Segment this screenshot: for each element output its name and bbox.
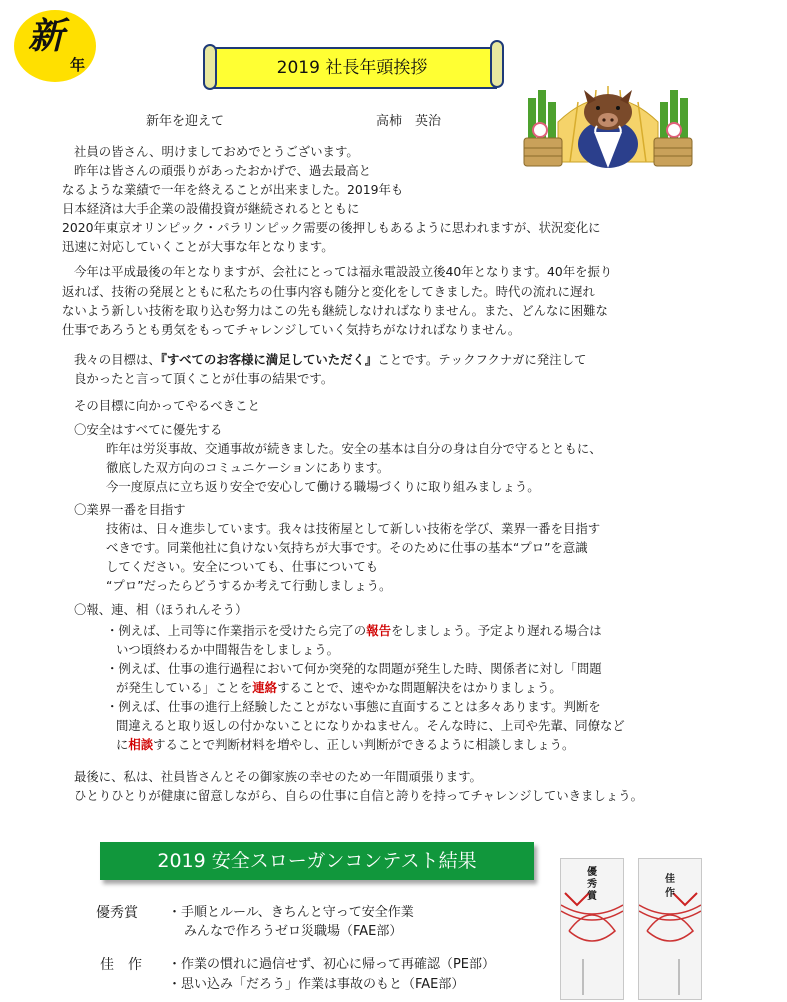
section-industry-heading: 〇業界一番を目指す — [74, 502, 186, 517]
body-line-10: 仕事であろうとも勇気をもってチャレンジしていく気持ちがなければなりません。 — [62, 322, 521, 337]
award-2-slogan-line-1: ・作業の慣れに過信せず、初心に帰って再確認（PE部） — [168, 957, 496, 972]
author-name: 高柿 英治 — [376, 114, 442, 129]
left-kadomatsu-icon — [524, 90, 562, 166]
goal-statement: 『すべてのお客様に満足していただく』 — [160, 352, 378, 367]
hourensou-line-4 — [116, 679, 562, 697]
safety-line-1: 昨年は労災事故、交通事故が続きました。安全の基本は自分の身は自分で守るとともに、 — [106, 441, 602, 456]
hourensou-line-7 — [116, 736, 574, 754]
hourensou-line-4-prefix: が発生している」ことを — [116, 680, 253, 695]
hourensou-line-6: 間違えると取り返しの付かないことになりかねません。そんな時に、上司や先輩、同僚など — [116, 718, 625, 733]
award-1-slogan-line-2: みんなで作ろうゼロ災職場（FAE部） — [184, 924, 403, 939]
award-2-label: 佳 作 — [100, 957, 142, 973]
industry-line-1: 技術は、日々進歩しています。我々は技術屋として新しい技術を学び、業界一番を目指す — [106, 521, 601, 536]
industry-line-3: してください。安全についても、仕事についても — [106, 559, 379, 574]
body-line-7: 今年は平成最後の年となりますが、会社にとっては福永電設設立後40年となります。40年を振り — [74, 264, 613, 279]
body-line-4: 日本経済は大手企業の設備投資が継続されるとともに — [62, 201, 360, 216]
hourensou-line-1-suffix: をしましょう。予定より遅れる場合は — [390, 623, 602, 638]
envelope-label-excellent: 優秀賞 — [587, 867, 597, 902]
goal-line-2: 良かったと言って頂くことが仕事の結果です。 — [74, 371, 334, 386]
boar-kadomatsu-illustration — [518, 82, 698, 172]
award-1-label: 優秀賞 — [96, 905, 138, 921]
body-line-9: ないよう新しい技術を取り込む努力はこの先も継続しなければなりません。また、どんなに困難な — [62, 303, 608, 318]
goal-line-1 — [74, 351, 586, 369]
envelope-label-honorable: 佳作 — [665, 874, 675, 899]
prize-envelope-excellent — [560, 858, 624, 1000]
body-line-2: 昨年は皆さんの頑張りがあったおかげで、過去最高と — [74, 163, 372, 178]
page-title: 2019 社長年頭挨拶 — [276, 58, 428, 78]
award-1-slogan-line-1: ・手順とルール、きちんと守って安全作業 — [168, 905, 414, 920]
industry-line-2: べきです。同業他社に負けない気持ちが大事です。そのために仕事の基本“プロ”を意識 — [106, 540, 588, 555]
hourensou-line-3: ・例えば、仕事の進行過程において何か突発的な問題が発生した時、関係者に対し「問題 — [106, 661, 602, 676]
section-hourensou-heading: 〇報、連、相（ほうれんそう） — [74, 602, 248, 617]
safety-line-3: 今一度原点に立ち返り安全で安心して働ける職場づくりに取り組みましょう。 — [106, 479, 540, 494]
industry-line-4: “プロ”だったらどうするか考えて行動しましょう。 — [106, 578, 392, 593]
hourensou-line-1-prefix: ・例えば、上司等に作業指示を受けたら完了の — [106, 623, 367, 638]
closing-line-2: ひとりひとりが健康に留意しながら、自らの仕事に自信と誇りを持ってチャレンジしていきましょう。 — [74, 788, 643, 803]
goal-line-1-suffix: ことです。テックフクナガに発注して — [377, 352, 587, 367]
hourensou-line-4-suffix: することで、速やかな問題解決をはかりましょう。 — [277, 680, 562, 695]
body-line-5: 2020年東京オリンピック・パラリンピック需要の後押しもあるように思われますが、状況変化に — [62, 220, 601, 235]
scroll-left-curl — [203, 44, 217, 90]
closing-line-1: 最後に、私は、社員皆さんとその御家族の幸せのため一年間頑張ります。 — [74, 769, 482, 784]
keyword-contact: 連絡 — [252, 680, 278, 695]
keyword-report: 報告 — [366, 623, 391, 638]
section-safety-heading: 〇安全はすべてに優先する — [74, 422, 223, 437]
contest-title: 2019 安全スローガンコンテスト結果 — [157, 850, 477, 872]
hourensou-line-7-prefix: に — [116, 737, 129, 752]
body-line-8: 返れば、技術の発展とともに私たちの仕事内容も随分と変化をしてきました。時代の流れに遅れ — [62, 284, 595, 299]
keyword-consult: 相談 — [128, 737, 154, 752]
right-kadomatsu-icon — [654, 90, 692, 166]
goal-line-1-prefix: 我々の目標は、 — [74, 352, 161, 367]
new-year-logo-small-char: 年 — [70, 56, 86, 74]
hourensou-line-7-suffix: することで判断材料を増やし、正しい判断ができるように相談しましょう。 — [153, 737, 575, 752]
safety-line-2: 徹底した双方向のコミュニケーションにあります。 — [106, 460, 390, 475]
goal-todo-heading: その目標に向かってやるべきこと — [74, 398, 260, 413]
body-line-6: 迅速に対応していくことが大事な年となります。 — [62, 239, 334, 254]
prize-envelope-honorable — [638, 858, 702, 1000]
hourensou-line-1 — [106, 622, 602, 640]
hourensou-line-5: ・例えば、仕事の進行上経験したことがない事態に直面することは多々あります。判断を — [106, 699, 601, 714]
body-line-3: なるような業績で一年を終えることが出来ました。2019年も — [62, 182, 404, 197]
award-2-slogan-line-2: ・思い込み「だろう」作業は事故のもと（FAE部） — [168, 977, 465, 992]
greeting-heading: 新年を迎えて — [146, 114, 225, 129]
scroll-right-curl — [490, 40, 504, 88]
new-year-logo-char: 新 — [28, 15, 65, 57]
hourensou-line-2: いつ頃終わるか中間報告をしましょう。 — [116, 642, 340, 657]
body-line-1: 社員の皆さん、明けましておめでとうございます。 — [74, 144, 359, 159]
